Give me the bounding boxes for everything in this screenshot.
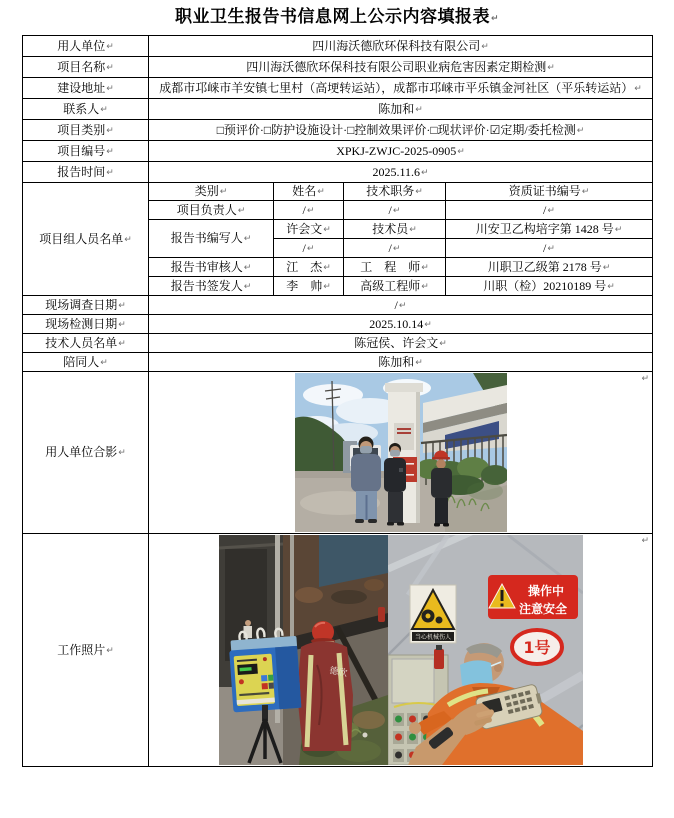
banner-line-1: 操作中 (527, 584, 564, 598)
row-contact (23, 99, 653, 120)
leader-name: / ↵ (303, 203, 315, 217)
survey-date-label-cell (23, 296, 149, 315)
category-label-cell (23, 120, 149, 141)
report-date-label-cell (23, 162, 149, 183)
pants (435, 498, 448, 524)
issuer-cert: 川职（检）20210189 号 ↵ (483, 279, 615, 293)
address-value: 成都市邛崃市羊安镇七里村（高埂转运站），成都市邛崃市平乐镇金河社区（平乐转运站） ↵ (159, 81, 642, 95)
writer2-title: / ↵ (389, 241, 401, 255)
uniform-company-text: 德欣 (327, 666, 348, 680)
group-photo-illustration (295, 373, 507, 532)
writer-name: 许会文 ↵ (286, 222, 331, 236)
row-address (23, 78, 653, 99)
project-no-value: XPKJ-ZWJC-2025-0905 ↵ (336, 144, 465, 158)
issuer-name-cell (274, 277, 344, 296)
black-tshirt (384, 458, 406, 492)
work-photos (151, 535, 650, 765)
reviewer-title-cell (344, 258, 446, 277)
detection-date-value: 2025.10.14 ↵ (369, 317, 432, 331)
work-photos-cell (149, 534, 653, 767)
face-mask (360, 446, 372, 454)
address-label-cell (23, 78, 149, 99)
writer-title-cell (344, 220, 446, 239)
machine-hazard-sign (410, 585, 456, 643)
page-title-text: 职业卫生报告书信息网上公示内容填报表 ↵ (175, 7, 499, 27)
page-title (0, 0, 674, 32)
category-value-cell (149, 120, 653, 141)
group-photo-cell (149, 372, 653, 534)
header-name-text: 姓名 ↵ (292, 184, 325, 198)
report-date-label: 报告时间 ↵ (57, 165, 114, 179)
category-label: 项目类别 ↵ (57, 123, 114, 137)
writer-cert-cell (446, 220, 653, 239)
work-photos-label-cell (23, 534, 149, 767)
tech-staff-value: 陈冠侯、许会文 ↵ (354, 336, 447, 350)
safety-banner (488, 575, 578, 619)
category-checkboxes: □预评价·□防护设施设计·□控制效果评价·□现状评价·☑定期/委托检测 ↵ (217, 123, 585, 137)
row-employer (23, 36, 653, 57)
contact-label: 联系人 ↵ (63, 102, 108, 116)
contact-value-cell (149, 99, 653, 120)
issuer-category-cell (149, 277, 274, 296)
black-top (431, 468, 452, 498)
leader-title-cell (344, 201, 446, 220)
leader-cert: / ↵ (543, 203, 555, 217)
report-form-table (22, 35, 653, 767)
accompany-value: 陈加和 ↵ (378, 355, 423, 369)
project-name-value: 四川海沃德欣环保科技有限公司职业病危害因素定期检测 ↵ (246, 60, 555, 74)
writer2-name: / ↵ (303, 241, 315, 255)
leader-name-cell (274, 201, 344, 220)
contact-value: 陈加和 ↵ (378, 102, 423, 116)
writer-category: 报告书编写人 ↵ (171, 231, 252, 245)
group-photo-label-cell (23, 372, 149, 534)
work-photo-inspection (388, 535, 583, 765)
gray-shirt (351, 454, 381, 492)
tech-staff-label-cell (23, 334, 149, 353)
personnel-section-label-cell (23, 183, 149, 296)
tech-staff-value-cell (149, 334, 653, 353)
accompany-label-cell (23, 353, 149, 372)
detection-date-value-cell (149, 315, 653, 334)
project-no-value-cell (149, 141, 653, 162)
machine-warning-text: 当心机械伤人 (414, 634, 451, 641)
contact-label-cell (23, 99, 149, 120)
row-group-photo (23, 372, 653, 534)
issuer-name: 李 帅 ↵ (286, 279, 331, 293)
project-no-label: 项目编号 ↵ (57, 144, 114, 158)
leader-category: 项目负责人 ↵ (177, 203, 246, 217)
spray-can (434, 649, 444, 669)
writer2-cert-cell (446, 239, 653, 258)
writer2-name-cell (274, 239, 344, 258)
reviewer-name: 江 杰 ↵ (286, 260, 331, 274)
writer-cert: 川安卫乙构培字第 1428 号 ↵ (476, 222, 623, 236)
work-photos-label: 工作照片 ↵ (57, 643, 114, 657)
address-value-cell (149, 78, 653, 99)
reviewer-cert-cell (446, 258, 653, 277)
pants (388, 492, 403, 523)
project-name-label-cell (23, 57, 149, 78)
header-cert-text: 资质证书编号 ↵ (509, 184, 590, 198)
personnel-header-category (149, 183, 274, 201)
issuer-title: 高级工程师 ↵ (360, 279, 429, 293)
issuer-cert-cell (446, 277, 653, 296)
header-category-text: 类别 ↵ (195, 184, 228, 198)
face (436, 459, 446, 469)
banner-line-2: 注意安全 (518, 602, 567, 616)
employer-value-cell (149, 36, 653, 57)
work-photo-sampling (219, 535, 388, 765)
report-date-value: 2025.11.6 ↵ (372, 165, 428, 179)
tech-staff-label: 技术人员名单 ↵ (45, 336, 126, 350)
leader-title: / ↵ (389, 203, 401, 217)
issuer-title-cell (344, 277, 446, 296)
personnel-section-label: 项目组人员名单 ↵ (39, 232, 132, 246)
project-no-label-cell (23, 141, 149, 162)
personnel-header-row (23, 183, 653, 201)
row-report-date (23, 162, 653, 183)
row-tech-staff (23, 334, 653, 353)
reviewer-name-cell (274, 258, 344, 277)
row-category (23, 120, 653, 141)
issuer-category: 报告书签发人 ↵ (171, 279, 252, 293)
writer-category-cell (149, 220, 274, 258)
header-title-text: 技术职务 ↵ (366, 184, 423, 198)
number-badge (512, 630, 562, 664)
worker-hand (409, 722, 421, 734)
accompany-label: 陪同人 ↵ (63, 355, 108, 369)
reviewer-cert: 川职卫乙级第 2178 号 ↵ (488, 260, 611, 274)
row-project-name (23, 57, 653, 78)
employer-value: 四川海沃德欣环保科技有限公司 ↵ (312, 39, 489, 53)
fire-extinguisher (378, 607, 385, 622)
row-survey-date (23, 296, 653, 315)
leader-category-cell (149, 201, 274, 220)
reviewer-category: 报告书审核人 ↵ (171, 260, 252, 274)
row-work-photos (23, 534, 653, 767)
reviewer-title: 工 程 师 ↵ (360, 260, 429, 274)
badge-number-text: 1号 (522, 638, 551, 657)
personnel-header-name (274, 183, 344, 201)
row-accompany (23, 353, 653, 372)
personnel-header-title (344, 183, 446, 201)
face-mask (390, 450, 400, 457)
writer2-cert: / ↵ (543, 241, 555, 255)
survey-date-value: / ↵ (395, 298, 407, 312)
writer-name-cell (274, 220, 344, 239)
project-name-label: 项目名称 ↵ (57, 60, 114, 74)
survey-date-value-cell (149, 296, 653, 315)
ear (494, 664, 502, 672)
personnel-header-cert (446, 183, 653, 201)
detection-date-label-cell (23, 315, 149, 334)
accompany-value-cell (149, 353, 653, 372)
air-sampler (227, 626, 301, 712)
writer2-title-cell (344, 239, 446, 258)
writer-title: 技术员 ↵ (372, 222, 417, 236)
employer-label: 用人单位 ↵ (57, 39, 114, 53)
survey-date-label: 现场调查日期 ↵ (45, 298, 126, 312)
row-project-no (23, 141, 653, 162)
leader-cert-cell (446, 201, 653, 220)
address-label: 建设地址 ↵ (57, 81, 114, 95)
row-detection-date (23, 315, 653, 334)
detection-date-label: 现场检测日期 ↵ (45, 317, 126, 331)
employer-label-cell (23, 36, 149, 57)
group-photo (151, 373, 650, 532)
group-photo-label: 用人单位合影 ↵ (45, 445, 126, 459)
reviewer-category-cell (149, 258, 274, 277)
report-date-value-cell (149, 162, 653, 183)
project-name-value-cell (149, 57, 653, 78)
